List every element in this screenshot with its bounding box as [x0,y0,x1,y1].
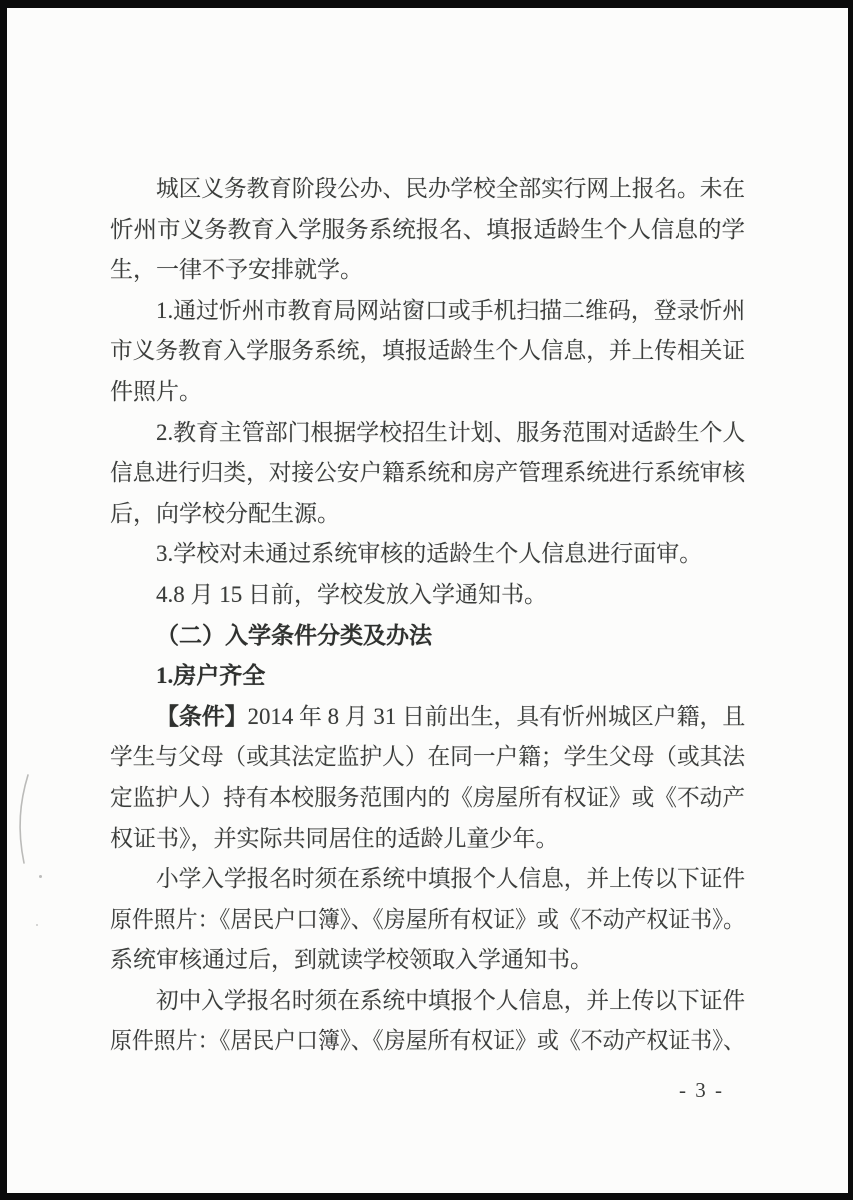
text-line: 小学入学报名时须在系统中填报个人信息，并上传以下证件 [156,866,745,892]
text-line: 4.8 月 15 日前，学校发放入学通知书。 [156,581,547,607]
text-line: 权证书》，并实际共同居住的适龄儿童少年。 [110,825,559,851]
text-line: 2.教育主管部门根据学校招生计划、服务范围对适龄生个人 [156,419,746,445]
page [7,8,848,1193]
scan-speck [36,924,38,926]
text-line: 后，向学校分配生源。 [110,500,340,526]
text-line: 系统审核通过后，到就读学校领取入学通知书。 [110,947,593,973]
text-line: 1.通过忻州市教育局网站窗口或手机扫描二维码，登录忻州 [156,297,746,323]
line-bold-prefix: 【条件】 [156,703,248,729]
text-line: 件照片。 [110,378,202,404]
scan-artifact-mark [13,773,35,865]
text-line: 3.学校对未通过系统审核的适龄生个人信息进行面审。 [156,541,703,567]
document-body [110,169,745,1062]
text-line: 忻州市义务教育入学服务系统报名、填报适龄生个人信息的学 [110,216,745,242]
text-line: 生，一律不予安排就学。 [110,257,363,283]
text-line: （二）入学条件分类及办法 [156,622,432,648]
text-line: 初中入学报名时须在系统中填报个人信息，并上传以下证件 [156,987,745,1013]
text-line: 1.房户齐全 [156,663,266,689]
page-number: - 3 - [679,1078,724,1102]
text-line: 信息进行归类，对接公安户籍系统和房产管理系统进行系统审核 [110,460,745,486]
text-line: 【条件】2014 年 8 月 31 日前出生，具有忻州城区户籍，且 [156,703,746,729]
text-line: 定监护人）持有本校服务范围内的《房屋所有权证》或《不动产 [110,784,745,810]
text-line: 学生与父母（或其法定监护人）在同一户籍；学生父母（或其法 [110,744,745,770]
scan-speck [39,875,42,878]
text-line: 原件照片：《居民户口簿》、《房屋所有权证》或《不动产权证书》、 [110,1028,745,1054]
text-line: 原件照片：《居民户口簿》、《房屋所有权证》或《不动产权证书》。 [110,906,745,932]
text-line: 市义务教育入学服务系统，填报适龄生个人信息，并上传相关证 [110,338,745,364]
text-line: 城区义务教育阶段公办、民办学校全部实行网上报名。未在 [156,176,745,201]
